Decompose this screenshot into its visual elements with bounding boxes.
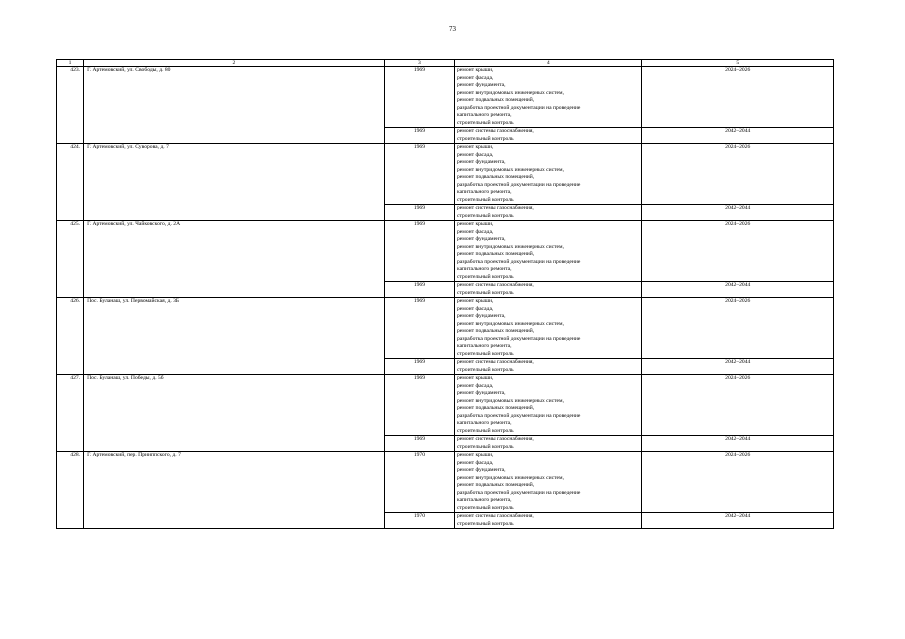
row-number: 426. <box>57 298 84 375</box>
row-number: 424. <box>57 144 84 221</box>
table-row <box>57 144 834 205</box>
work-item: разработка проектной документации на проведение <box>457 412 581 419</box>
year-built: 1969 <box>384 436 454 452</box>
repair-period: 2042–2044 <box>642 282 834 298</box>
work-item: ремонт внутридомовых инженерных систем, <box>457 89 564 96</box>
work-item: ремонт фасада, <box>457 459 494 466</box>
work-item: капитального ремонта, <box>457 112 512 118</box>
works-list <box>455 298 642 359</box>
building-address: Пос. Буланаш, ул. Победы, д. 5б <box>84 375 385 452</box>
work-item: ремонт подвальных помещений, <box>457 174 535 180</box>
work-item: ремонт крыши, <box>457 452 494 458</box>
works-list <box>455 128 642 144</box>
work-item: ремонт крыши, <box>457 298 494 304</box>
works-list <box>455 375 642 436</box>
table-body <box>57 67 834 529</box>
work-item: ремонт системы газоснабжения, <box>457 359 534 365</box>
year-built: 1969 <box>384 375 454 436</box>
building-address: Г. Артемовский, ул. Свободы, д. 80 <box>84 67 385 144</box>
repair-period: 2024–2026 <box>642 298 834 359</box>
work-item: ремонт фундамента, <box>457 390 506 396</box>
works-list <box>455 452 642 513</box>
work-item: строительный контроль <box>457 119 514 126</box>
work-item: ремонт фундамента, <box>457 313 506 319</box>
works-list <box>455 282 642 298</box>
repair-period: 2024–2026 <box>642 375 834 436</box>
work-item: ремонт системы газоснабжения, <box>457 513 534 519</box>
work-item: строительный контроль <box>457 350 514 357</box>
work-item: ремонт внутридомовых инженерных систем, <box>457 320 564 327</box>
work-item: ремонт фасада, <box>457 151 494 158</box>
work-item: разработка проектной документации на проведение <box>457 489 581 496</box>
work-item: ремонт системы газоснабжения, <box>457 282 534 288</box>
work-item: ремонт фундамента, <box>457 82 506 88</box>
table-row <box>57 375 834 436</box>
work-item: ремонт системы газоснабжения, <box>457 205 534 211</box>
works-list <box>455 513 642 529</box>
work-item: строительный контроль <box>457 273 514 280</box>
work-item: ремонт подвальных помещений, <box>457 328 535 334</box>
works-list <box>455 67 642 128</box>
work-item: ремонт подвальных помещений, <box>457 405 535 411</box>
work-item: ремонт крыши, <box>457 375 494 381</box>
year-built: 1970 <box>384 513 454 529</box>
work-item: строительный контроль <box>457 520 514 527</box>
work-item: ремонт подвальных помещений, <box>457 482 535 488</box>
work-item: ремонт крыши, <box>457 144 494 150</box>
building-address: Г. Артемовский, ул. Чайковского, д. 2А <box>84 221 385 298</box>
work-item: разработка проектной документации на проведение <box>457 258 581 265</box>
work-item: ремонт системы газоснабжения, <box>457 436 534 442</box>
row-number: 425. <box>57 221 84 298</box>
repair-period: 2042–2044 <box>642 513 834 529</box>
works-list <box>455 359 642 375</box>
repair-period: 2024–2026 <box>642 67 834 128</box>
work-item: строительный контроль <box>457 196 514 203</box>
work-item: капитального ремонта, <box>457 497 512 503</box>
work-item: разработка проектной документации на проведение <box>457 104 581 111</box>
works-list <box>455 205 642 221</box>
year-built: 1969 <box>384 144 454 205</box>
work-item: ремонт фасада, <box>457 228 494 235</box>
year-built: 1970 <box>384 452 454 513</box>
work-item: ремонт фасада, <box>457 305 494 312</box>
work-item: строительный контроль <box>457 289 514 296</box>
page-number: 73 <box>449 25 456 33</box>
repair-period: 2042–2044 <box>642 205 834 221</box>
work-item: строительный контроль <box>457 504 514 511</box>
repair-period: 2042–2044 <box>642 436 834 452</box>
work-item: ремонт фундамента, <box>457 159 506 165</box>
work-item: разработка проектной документации на проведение <box>457 181 581 188</box>
work-item: капитального ремонта, <box>457 189 512 195</box>
work-item: капитального ремонта, <box>457 420 512 426</box>
column-header-5: 5 <box>642 60 834 67</box>
year-built: 1969 <box>384 67 454 128</box>
work-item: ремонт подвальных помещений, <box>457 97 535 103</box>
row-number: 427. <box>57 375 84 452</box>
work-item: строительный контроль <box>457 135 514 142</box>
year-built: 1969 <box>384 298 454 359</box>
work-item: ремонт внутридомовых инженерных систем, <box>457 166 564 173</box>
repair-period: 2024–2026 <box>642 221 834 282</box>
repair-period: 2024–2026 <box>642 452 834 513</box>
work-item: строительный контроль <box>457 366 514 373</box>
column-number-row <box>57 60 834 67</box>
capital-repair-table <box>56 59 834 529</box>
column-header-2: 2 <box>84 60 385 67</box>
works-list <box>455 144 642 205</box>
work-item: строительный контроль <box>457 427 514 434</box>
building-address: Пос. Буланаш, ул. Первомайская, д. 3Б <box>84 298 385 375</box>
work-item: строительный контроль <box>457 443 514 450</box>
table-row <box>57 298 834 359</box>
work-item: ремонт системы газоснабжения, <box>457 128 534 134</box>
building-address: Г. Артемовский, пер. Прииппского, д. 7 <box>84 452 385 529</box>
work-item: капитального ремонта, <box>457 343 512 349</box>
works-list <box>455 221 642 282</box>
table-row <box>57 221 834 282</box>
work-item: ремонт крыши, <box>457 67 494 73</box>
table-row <box>57 67 834 128</box>
work-item: ремонт фасада, <box>457 74 494 81</box>
work-item: ремонт внутридомовых инженерных систем, <box>457 243 564 250</box>
row-number: 428. <box>57 452 84 529</box>
column-header-4: 4 <box>455 60 642 67</box>
row-number: 423. <box>57 67 84 144</box>
year-built: 1969 <box>384 128 454 144</box>
work-item: разработка проектной документации на проведение <box>457 335 581 342</box>
repair-period: 2024–2026 <box>642 144 834 205</box>
works-list <box>455 436 642 452</box>
work-item: ремонт внутридомовых инженерных систем, <box>457 397 564 404</box>
year-built: 1969 <box>384 205 454 221</box>
column-header-1: 1 <box>57 60 84 67</box>
year-built: 1969 <box>384 359 454 375</box>
work-item: ремонт подвальных помещений, <box>457 251 535 257</box>
repair-period: 2042–2044 <box>642 359 834 375</box>
column-header-3: 3 <box>384 60 454 67</box>
work-item: капитального ремонта, <box>457 266 512 272</box>
year-built: 1969 <box>384 221 454 282</box>
repair-period: 2042–2044 <box>642 128 834 144</box>
work-item: ремонт фасада, <box>457 382 494 389</box>
table-row <box>57 452 834 513</box>
work-item: строительный контроль <box>457 212 514 219</box>
year-built: 1969 <box>384 282 454 298</box>
work-item: ремонт крыши, <box>457 221 494 227</box>
work-item: ремонт фундамента, <box>457 236 506 242</box>
work-item: ремонт фундамента, <box>457 467 506 473</box>
building-address: Г. Артемовский, ул. Суворова, д. 7 <box>84 144 385 221</box>
work-item: ремонт внутридомовых инженерных систем, <box>457 474 564 481</box>
